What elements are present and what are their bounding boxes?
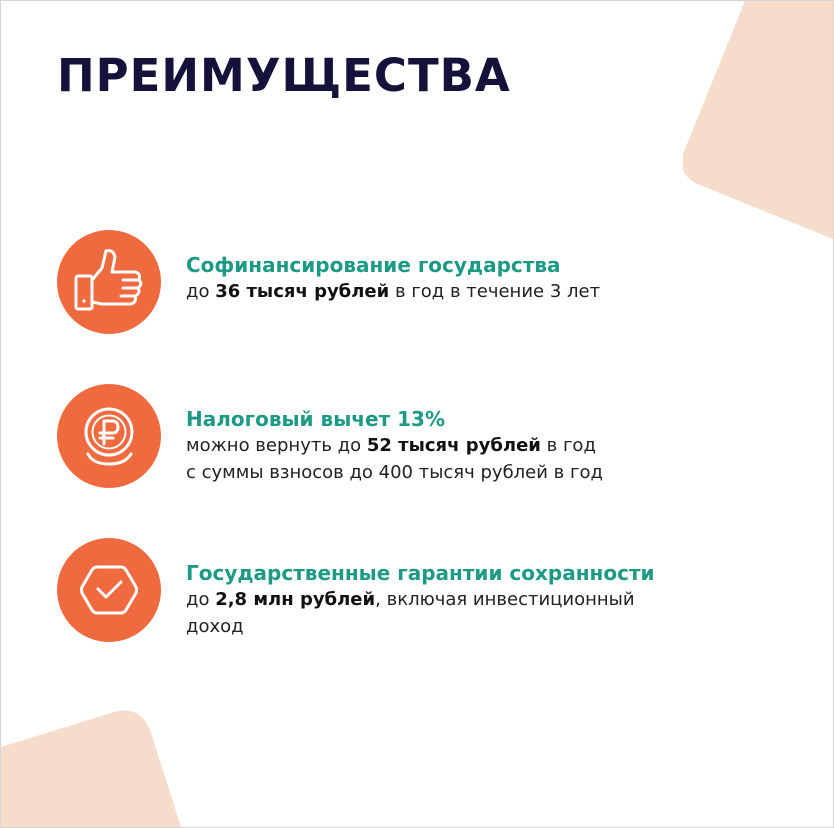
- decor-shape-top: [683, 1, 833, 251]
- text-fragment: доход: [186, 616, 244, 637]
- benefit-heading: Государственные гарантии сохранности: [186, 561, 655, 585]
- benefit-description-line: [186, 586, 746, 613]
- benefit-text: [186, 406, 746, 486]
- emphasis-amount: 36 тысяч рублей: [215, 281, 390, 302]
- benefit-text: [186, 560, 746, 640]
- benefit-description-line: [186, 613, 746, 640]
- text-fragment: до: [186, 281, 216, 302]
- benefit-description-line: [186, 278, 746, 305]
- text-fragment: до: [186, 589, 216, 610]
- benefit-item-guarantees: [57, 538, 757, 648]
- thumbs-up-icon: [57, 230, 161, 334]
- benefit-text: [186, 252, 746, 305]
- benefit-item-cofinancing: [57, 230, 757, 340]
- ruble-coin-icon: [57, 384, 161, 488]
- emphasis-amount: 2,8 млн рублей: [215, 589, 376, 610]
- page-title: ПРЕИМУЩЕСТВА: [57, 49, 511, 102]
- text-fragment: с суммы взносов до 400 тысяч рублей в год: [186, 462, 603, 483]
- thumbs-up-badge: [57, 230, 161, 334]
- text-fragment: в год: [540, 435, 596, 456]
- decor-shape-bottom: [1, 707, 181, 827]
- hexagon-check-icon: [57, 538, 161, 642]
- benefit-item-tax-deduction: [57, 384, 757, 494]
- benefit-heading: Налоговый вычет 13%: [186, 407, 445, 431]
- text-fragment: в год в течение 3 лет: [389, 281, 601, 302]
- text-fragment: можно вернуть до: [186, 435, 367, 456]
- ruble-coin-badge: [57, 384, 161, 488]
- text-fragment: , включая инвестиционный: [375, 589, 635, 610]
- hexagon-check-badge: [57, 538, 161, 642]
- benefit-description-line: [186, 432, 746, 459]
- emphasis-amount: 52 тысяч рублей: [366, 435, 541, 456]
- benefit-heading: Софинансирование государства: [186, 253, 561, 277]
- benefit-description-line: [186, 459, 746, 486]
